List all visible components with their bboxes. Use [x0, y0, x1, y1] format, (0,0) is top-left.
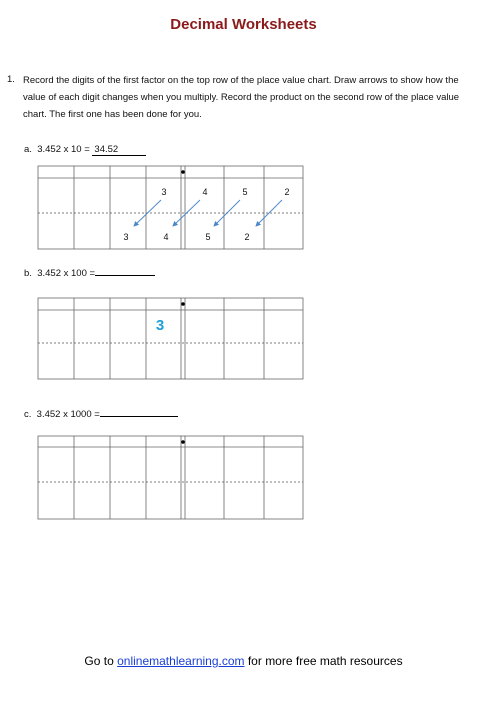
chart-a-top-digit: 5 [242, 187, 248, 197]
part-a-expression: 3.452 x 10 = [37, 144, 90, 155]
part-c-letter: c. [24, 409, 32, 420]
chart-b-handwritten-digit[interactable]: 3 [155, 317, 165, 334]
chart-a-top-digit: 4 [202, 187, 208, 197]
question-instructions: Record the digits of the first factor on the top row of the place value chart. Draw arrows to show how the value of each digit changes when you multiply. Record the product on the second row of the place value chart. The first one has been done for you. [23, 75, 460, 120]
chart-a-bottom-digit: 5 [205, 232, 211, 242]
chart-a-top-digit: 2 [284, 187, 290, 197]
part-b-expression: 3.452 x 100 = [37, 268, 96, 279]
place-value-chart-c [38, 436, 303, 519]
chart-a-bottom-digit: 2 [244, 232, 250, 242]
place-value-chart-b [38, 298, 303, 379]
part-b-letter: b. [24, 268, 32, 279]
chart-a-bottom-digit: 4 [163, 232, 169, 242]
footer-prefix: Go to [84, 654, 118, 668]
page-title: Decimal Worksheets [170, 16, 317, 33]
chart-a-top-digit: 3 [161, 187, 167, 197]
decimal-point-c [181, 440, 185, 444]
part-c-expression: 3.452 x 1000 = [36, 409, 100, 420]
question-number: 1. [7, 74, 15, 85]
chart-a-bottom-digit: 3 [123, 232, 129, 242]
part-a-letter: a. [24, 144, 32, 155]
part-a-answer: 34.52 [92, 144, 146, 156]
decimal-point-b [181, 302, 185, 306]
decimal-point-a [181, 170, 185, 174]
place-value-chart-a [38, 166, 303, 249]
footer [0, 654, 487, 668]
footer-link[interactable]: onlinemathlearning.com [117, 654, 245, 668]
footer-suffix: for more free math resources [244, 654, 403, 668]
